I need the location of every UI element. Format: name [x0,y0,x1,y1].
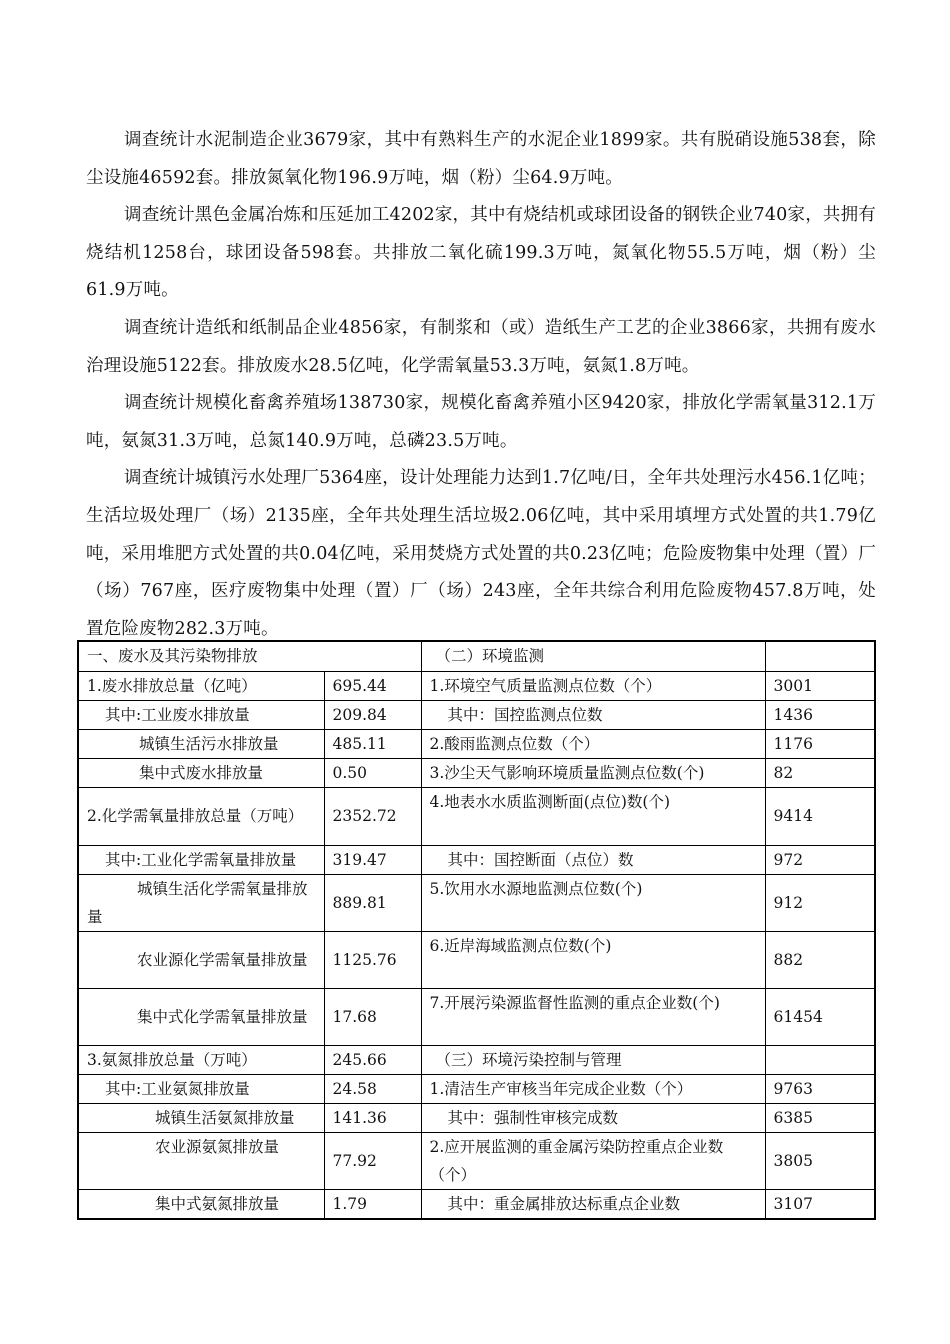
row-label: 7.开展污染源监督性监测的重点企业数(个) [421,988,765,1045]
section-header-monitoring: （二）环境监测 [421,641,765,671]
table-row [78,758,875,787]
row-label: 3.氨氮排放总量（万吨） [78,1045,324,1074]
statistics-table [77,640,876,1220]
row-label: 1.废水排放总量（亿吨） [78,671,324,700]
row-value: 24.58 [324,1074,421,1103]
row-label: 其中：重金属排放达标重点企业数 [421,1189,765,1219]
row-label: 城镇生活氨氮排放量 [78,1103,324,1132]
row-label: 城镇生活化学需氧量排放量 [78,874,324,931]
row-value: 972 [765,845,875,874]
row-value: 912 [765,874,875,931]
table-row [78,1132,875,1189]
row-value: 9414 [765,787,875,845]
section-header-pollution-control: （三）环境污染控制与管理 [421,1045,765,1074]
row-value: 77.92 [324,1132,421,1189]
row-label: 其中：国控监测点位数 [421,700,765,729]
table-row [78,700,875,729]
row-label: 2.化学需氧量排放总量（万吨） [78,787,324,845]
row-value: 1.79 [324,1189,421,1219]
table-row [78,1103,875,1132]
row-label: 集中式废水排放量 [78,758,324,787]
row-value: 141.36 [324,1103,421,1132]
row-label: 2.应开展监测的重金属污染防控重点企业数（个） [421,1132,765,1189]
body-text [86,122,876,648]
row-value: 2352.72 [324,787,421,845]
row-label: 其中:工业氨氮排放量 [78,1074,324,1103]
row-label: 农业源化学需氧量排放量 [78,931,324,988]
row-label: 集中式氨氮排放量 [78,1189,324,1219]
row-label: 农业源氨氮排放量 [78,1132,324,1189]
row-label: 其中:工业废水排放量 [78,700,324,729]
row-label: 其中：强制性审核完成数 [421,1103,765,1132]
row-value: 889.81 [324,874,421,931]
table-row [78,845,875,874]
row-value: 485.11 [324,729,421,758]
row-value: 0.50 [324,758,421,787]
row-label: 6.近岸海域监测点位数(个) [421,931,765,988]
paragraph-cement: 调查统计水泥制造企业3679家，其中有熟料生产的水泥企业1899家。共有脱硝设施538套，除尘设施46592套。排放氮氧化物196.9万吨，烟（粉）尘64.9万吨。 [86,130,876,188]
row-value: 9763 [765,1074,875,1103]
row-value: 3001 [765,671,875,700]
row-value: 3107 [765,1189,875,1219]
row-value: 209.84 [324,700,421,729]
table-row [78,988,875,1045]
table-row [78,874,875,931]
row-value: 1436 [765,700,875,729]
row-value: 3805 [765,1132,875,1189]
row-label: 其中：国控断面（点位）数 [421,845,765,874]
row-value: 61454 [765,988,875,1045]
table-header-row [78,641,875,671]
paragraph-steel: 调查统计黑色金属冶炼和压延加工4202家，其中有烧结机或球团设备的钢铁企业740家，共拥有烧结机1258台，球团设备598套。共排放二氧化硫199.3万吨，氮氧化物55.5万吨，烟（粉）尘61.9万吨。 [86,205,876,301]
table-row [78,931,875,988]
table-row [78,671,875,700]
table-row [78,787,875,845]
row-label: 3.沙尘天气影响环境质量监测点位数(个) [421,758,765,787]
table-row [78,729,875,758]
row-label: 城镇生活污水排放量 [78,729,324,758]
row-value: 882 [765,931,875,988]
row-value: 695.44 [324,671,421,700]
table-row [78,1074,875,1103]
section-header-wastewater: 一、废水及其污染物排放 [78,641,421,671]
row-value [765,1045,875,1074]
row-label: 4.地表水水质监测断面(点位)数(个) [421,787,765,845]
row-label: 2.酸雨监测点位数（个） [421,729,765,758]
table-row [78,1045,875,1074]
paragraph-paper: 调查统计造纸和纸制品企业4856家，有制浆和（或）造纸生产工艺的企业3866家，共拥有废水治理设施5122套。排放废水28.5亿吨，化学需氧量53.3万吨，氨氮1.8万吨。 [86,317,876,376]
row-value: 1125.76 [324,931,421,988]
row-label: 5.饮用水水源地监测点位数(个) [421,874,765,931]
row-value: 319.47 [324,845,421,874]
row-value: 6385 [765,1103,875,1132]
row-value: 245.66 [324,1045,421,1074]
section-header-value [765,641,875,671]
row-value: 82 [765,758,875,787]
row-label: 1.环境空气质量监测点位数（个） [421,671,765,700]
row-value: 1176 [765,729,875,758]
table-row [78,1189,875,1219]
paragraph-livestock: 调查统计规模化畜禽养殖场138730家，规模化畜禽养殖小区9420家，排放化学需氧量312.1万吨，氨氮31.3万吨，总氮140.9万吨，总磷23.5万吨。 [86,393,876,451]
row-label: 集中式化学需氧量排放量 [78,988,324,1045]
paragraph-treatment: 调查统计城镇污水处理厂5364座，设计处理能力达到1.7亿吨/日，全年共处理污水456.1亿吨；生活垃圾处理厂（场）2135座，全年共处理生活垃圾2.06亿吨，其中采用填埋方式处置的共1.79亿吨，采用堆肥方式处置的共0.04亿吨，采用焚烧方式处置的共0.23亿吨；危险废物集中处理（置）厂（场）767座，医疗废物集中处理（置）厂（场）243座，全年共综合利用危险废物457.8万吨，处置危险废物282.3万吨。 [86,468,876,639]
row-label: 1.清洁生产审核当年完成企业数（个） [421,1074,765,1103]
row-value: 17.68 [324,988,421,1045]
row-label: 其中:工业化学需氧量排放量 [78,845,324,874]
